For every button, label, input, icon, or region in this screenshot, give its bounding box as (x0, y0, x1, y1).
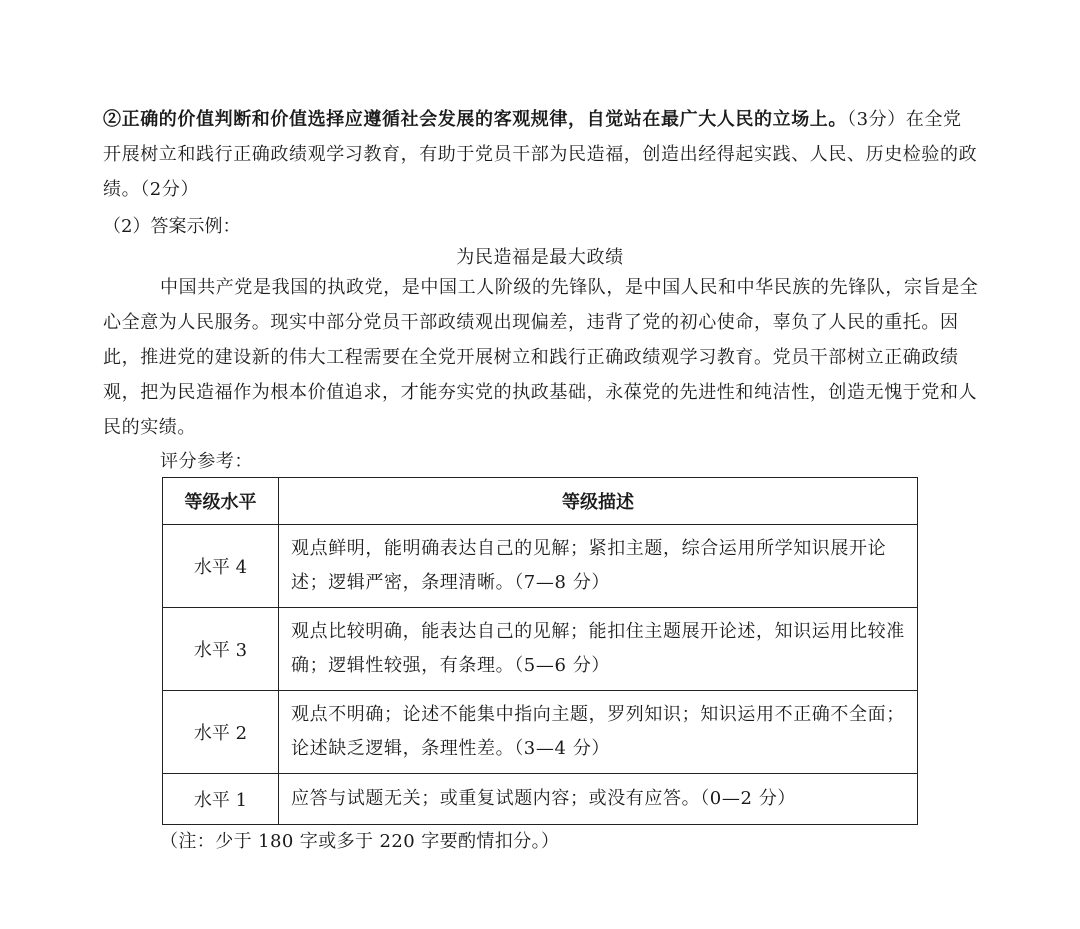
key-point-rest: （3分）在全党开展树立和践行正确政绩观学习教育，有助于党员干部为民造福，创造出经得起实践、人民、历史检验的政绩。（2分） (103, 109, 978, 200)
answer-part-1 (103, 102, 980, 207)
description-cell: 观点比较明确，能表达自己的见解；能扣住主题展开论述，知识运用比较准确；逻辑性较强，有条理。（5—6 分） (279, 608, 918, 691)
description-cell: 观点鲜明，能明确表达自己的见解；紧扣主题，综合运用所学知识展开论述；逻辑严密，条理清晰。（7—8 分） (279, 525, 918, 608)
level-cell: 水平 4 (163, 525, 279, 608)
rating-reference-label: 评分参考： (160, 451, 253, 472)
description-cell: 应答与试题无关；或重复试题内容；或没有应答。（0—2 分） (279, 774, 918, 825)
table-row (163, 525, 918, 608)
key-point-bold: ②正确的价值判断和价值选择应遵循社会发展的客观规律，自觉站在最广大人民的立场上。 (103, 109, 847, 130)
part-2-label: （2）答案示例： (103, 216, 241, 237)
table-header-row (163, 478, 918, 525)
rating-table (162, 477, 918, 825)
level-cell: 水平 2 (163, 691, 279, 774)
essay-title: 为民造福是最大政绩 (456, 247, 624, 268)
description-cell: 观点不明确；论述不能集中指向主题，罗列知识；知识运用不正确不全面；论述缺乏逻辑，条理性差。（3—4 分） (279, 691, 918, 774)
table-row (163, 691, 918, 774)
level-cell: 水平 3 (163, 608, 279, 691)
table-row (163, 774, 918, 825)
word-count-note: （注：少于 180 字或多于 220 字要酌情扣分。） (160, 831, 560, 852)
header-description: 等级描述 (279, 478, 918, 525)
level-cell: 水平 1 (163, 774, 279, 825)
header-level: 等级水平 (163, 478, 279, 525)
table-row (163, 608, 918, 691)
essay-body: 中国共产党是我国的执政党，是中国工人阶级的先锋队，是中国人民和中华民族的先锋队，宗旨是全心全意为人民服务。现实中部分党员干部政绩观出现偏差，违背了党的初心使命，辜负了人民的重托。因此，推进党的建设新的伟大工程需要在全党开展树立和践行正确政绩观学习教育。党员干部树立正确政绩观，把为民造福作为根本价值追求，才能夯实党的执政基础，永葆党的先进性和纯洁性，创造无愧于党和人民的实绩。 (103, 277, 979, 438)
